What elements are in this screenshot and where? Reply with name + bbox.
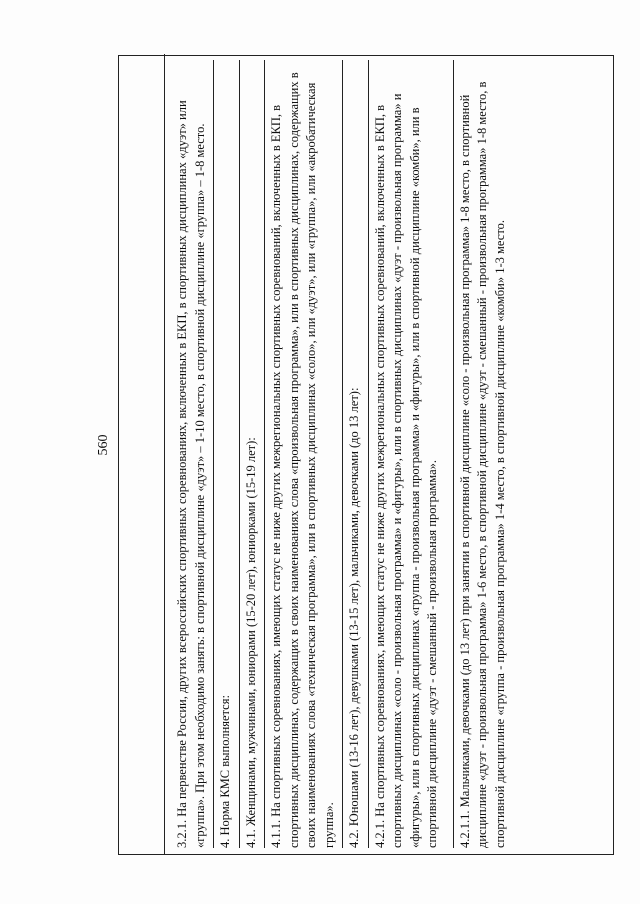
paragraph-4-2: 4.2. Юношами (13-16 лет), девушками (13-15 лет), мальчиками, девочками (до 13 лет): bbox=[343, 60, 369, 848]
paragraph-4-2-1: 4.2.1. На спортивных соревнованиях, имеющих статус не ниже других межрегиональных спортивных соревнований, включенных в ЕКП, в спортивных дисциплинах «соло - произвольная программа» и «фигуры», или в спортивных дисциплинах «дуэт - произвольная программа» и «фигуры», или в спортивных дисциплинах «группа - произвольная программа» и «фигуры», или в спортивной дисциплине «комби», или в спортивной дисциплине «дуэт - смешанный - произвольная программа». bbox=[369, 60, 454, 848]
paragraph-4-1-1: 4.1.1. На спортивных соревнованиях, имеющих статус не ниже других межрегиональных спортивных соревнований, включенных в ЕКП, в спортивных дисциплинах, содержащих в своих наименованиях слова «произвольная программа», или в спортивных дисциплинах, содержащих в своих наименованиях слова «техническая программа», или в спортивных дисциплинах «соло», или «дуэт», или «группа», или «акробатическая группа». bbox=[265, 60, 343, 848]
paragraph-3-2-1: 3.2.1. На первенстве России, других всероссийских спортивных соревнованиях, включенных в ЕКП, в спортивных дисциплинах «дуэт» или «группа». При этом необходимо занять: в спортивной дисциплине «дуэт» – 1-10 место, в спортивной дисциплине «группа» – 1-8 место. bbox=[171, 60, 214, 848]
table-left-column bbox=[119, 54, 165, 854]
page-number: 560 bbox=[96, 434, 111, 456]
paragraph-4-2-1-1: 4.2.1.1. Мальчиками, девочками (до 13 лет) при занятии в спортивной дисциплине «соло - произвольная программа» 1-8 место, в спортивной дисциплине «дуэт - произвольная программа» 1-6 место, в спортивной дисциплине «дуэт - смешанный - произвольная программа» 1-8 место, в спортивной дисциплине «группа - произвольная программа» 1-4 место, в спортивной дисциплине «комби» 1-3 место. bbox=[457, 81, 507, 848]
rotated-content bbox=[94, 55, 614, 855]
paragraph-4-1: 4.1. Женщинами, мужчинами, юниорами (15-20 лет), юниорками (15-19 лет): bbox=[240, 60, 266, 848]
requirements-table bbox=[118, 55, 614, 855]
paragraph-4: 4. Норма КМС выполняется: bbox=[214, 60, 240, 848]
table-text-column bbox=[171, 60, 611, 848]
